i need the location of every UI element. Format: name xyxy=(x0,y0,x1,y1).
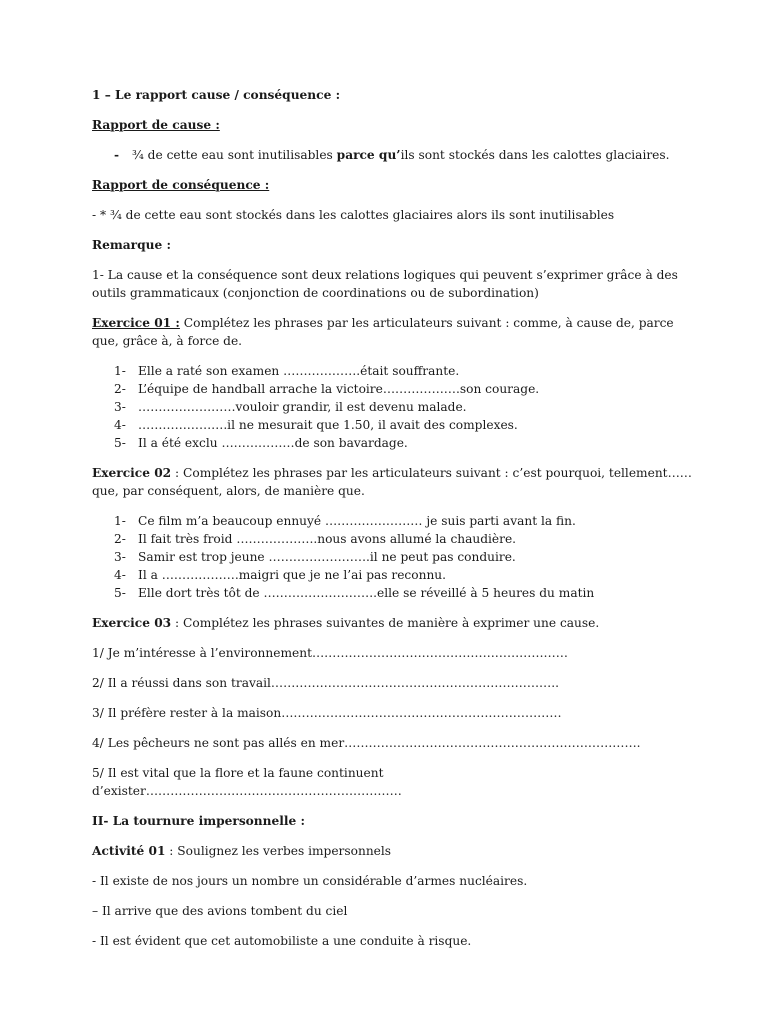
cause-example-c: ils sont stockés dans les calottes glaciaires. xyxy=(400,148,670,162)
exercise2-list xyxy=(92,512,692,602)
exercise3-instruction xyxy=(92,614,692,632)
item-number: 5- xyxy=(114,436,126,450)
activity1-instruction xyxy=(92,842,692,860)
item-text: Ce film m’a beaucoup ennuyé …………………… je suis parti avant la fin. xyxy=(138,514,576,528)
exercise3-title: Exercice 03 xyxy=(92,616,172,630)
list-item xyxy=(92,530,692,548)
exercise1-title: Exercice 01 : xyxy=(92,316,180,330)
item-number: 5- xyxy=(114,586,126,600)
exercise2-instruction xyxy=(92,464,692,500)
section1-title: 1 – Le rapport cause / conséquence : xyxy=(92,88,341,102)
item-text: Il a été exclu ………………de son bavardage. xyxy=(138,436,408,450)
item-text: Samir est trop jeune …………………….il ne peut pas conduire. xyxy=(138,550,516,564)
exercise3-line: 5/ Il est vital que la flore et la faune continuent d’exister……………………………………………………… xyxy=(92,766,402,798)
list-item xyxy=(92,512,692,530)
list-item xyxy=(92,380,692,398)
item-number: 1- xyxy=(114,514,126,528)
section2-title: II- La tournure impersonnelle : xyxy=(92,814,306,828)
list-item xyxy=(92,362,692,380)
remark-title: Remarque : xyxy=(92,238,171,252)
activity1-title: Activité 01 xyxy=(92,844,166,858)
consequence-heading: Rapport de conséquence : xyxy=(92,178,270,192)
item-text: Il fait très froid ………………..nous avons allumé la chaudière. xyxy=(138,532,517,546)
item-number: 3- xyxy=(114,550,126,564)
activity1-line: – Il arrive que des avions tombent du ciel xyxy=(92,904,348,918)
exercise3-line: 4/ Les pêcheurs ne sont pas allés en mer………………………………………………………………. xyxy=(92,736,641,750)
cause-example-connector: parce qu’ xyxy=(336,148,401,162)
consequence-heading-line xyxy=(92,176,692,194)
exercise1-instruction-text: Complétez les phrases par les articulateurs suivant : comme, à cause de, parce que, grâce à, à force de. xyxy=(92,316,674,348)
cause-bullet: - xyxy=(114,148,120,162)
list-item xyxy=(92,434,692,452)
list-item xyxy=(92,548,692,566)
consequence-example: - * ¾ de cette eau sont stockés dans les calottes glaciaires alors ils sont inutilisables xyxy=(92,208,615,222)
item-text: Elle dort très tôt de ……………………….elle se réveillé à 5 heures du matin xyxy=(138,586,595,600)
item-text: Elle a raté son examen ……………….était souffrante. xyxy=(138,364,460,378)
item-text: L’équipe de handball arrache la victoire……………….son courage. xyxy=(138,382,540,396)
item-text: ………………….il ne mesurait que 1.50, il avait des complexes. xyxy=(138,418,518,432)
cause-example xyxy=(92,146,692,164)
list-item xyxy=(92,566,692,584)
document-page xyxy=(92,86,692,950)
item-number: 4- xyxy=(114,568,126,582)
exercise3-line: 3/ Il préfère rester à la maison…………………………………………………………… xyxy=(92,706,562,720)
exercise2-instruction-text: : Complétez les phrases par les articulateurs suivant : c’est pourquoi, tellement…… que, par conséquent, alors, de manière que. xyxy=(92,466,692,498)
exercise3-instruction-text: : Complétez les phrases suivantes de manière à exprimer une cause. xyxy=(171,616,600,630)
list-item xyxy=(92,398,692,416)
item-number: 1- xyxy=(114,364,126,378)
exercise1-list xyxy=(92,362,692,452)
activity1-line: - Il existe de nos jours un nombre un considérable d’armes nucléaires. xyxy=(92,874,528,888)
exercise2-title: Exercice 02 xyxy=(92,466,172,480)
activity1-instruction-text: : Soulignez les verbes impersonnels xyxy=(165,844,392,858)
item-text: ……………………vouloir grandir, il est devenu malade. xyxy=(138,400,467,414)
exercise3-line: 2/ Il a réussi dans son travail…………………………………………………………….. xyxy=(92,676,559,690)
list-item xyxy=(92,416,692,434)
item-number: 2- xyxy=(114,532,126,546)
item-number: 2- xyxy=(114,382,126,396)
exercise3-line: 1/ Je m’intéresse à l’environnement……………………………………………………… xyxy=(92,646,568,660)
cause-heading: Rapport de cause : xyxy=(92,118,220,132)
exercise1-instruction xyxy=(92,314,692,350)
activity1-line: - Il est évident que cet automobiliste a une conduite à risque. xyxy=(92,934,472,948)
cause-example-a: ¾ de cette eau sont inutilisables xyxy=(132,148,337,162)
cause-heading-line xyxy=(92,116,692,134)
item-number: 3- xyxy=(114,400,126,414)
item-text: Il a ……………….maigri que je ne l’ai pas reconnu. xyxy=(138,568,447,582)
list-item xyxy=(92,584,692,602)
item-number: 4- xyxy=(114,418,126,432)
remark-text: 1- La cause et la conséquence sont deux relations logiques qui peuvent s’exprimer grâce à des outils grammaticaux (conjonction de coordinations ou de subordination) xyxy=(92,268,678,300)
